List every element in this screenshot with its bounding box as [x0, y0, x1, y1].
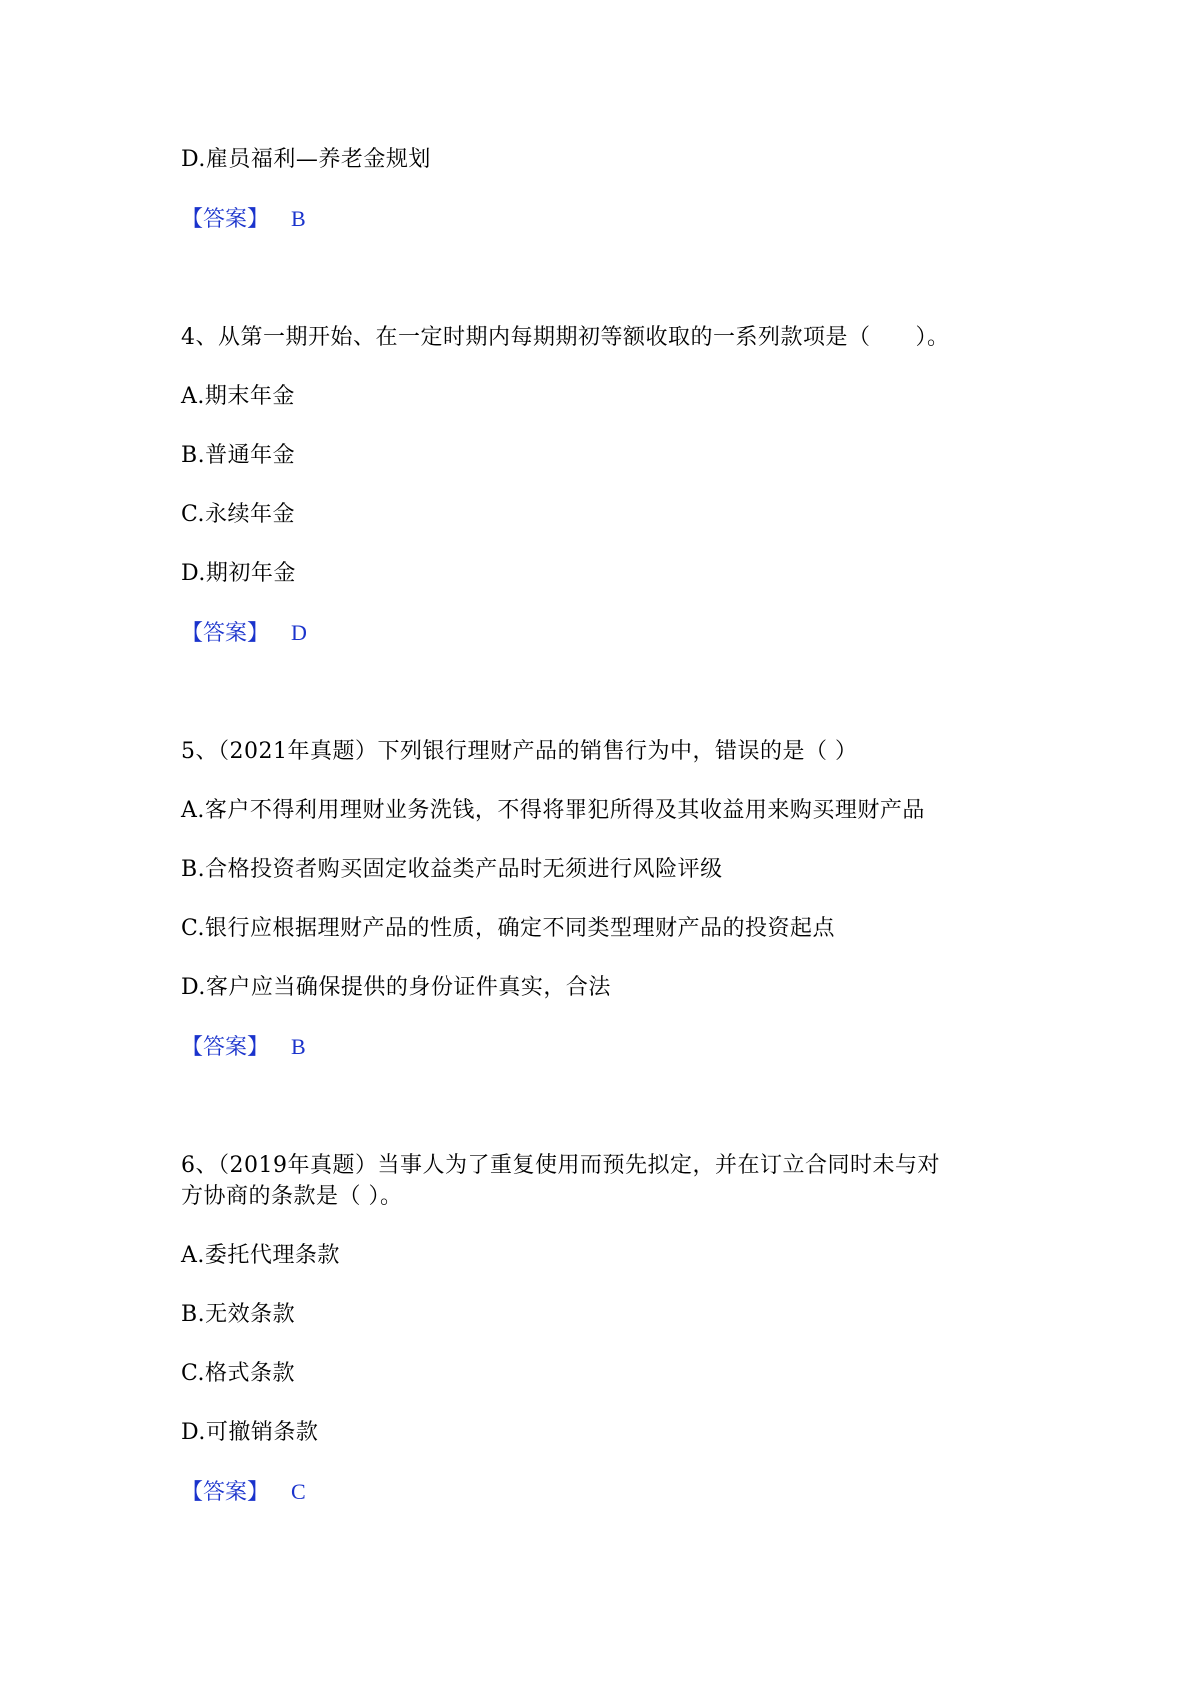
answer-value: B	[291, 206, 306, 231]
q6-option-a: A.委托代理条款	[181, 1243, 340, 1268]
q5-option-c: C.银行应根据理财产品的性质，确定不同类型理财产品的投资起点	[181, 916, 836, 941]
q4-option-d: D.期初年金	[181, 561, 296, 586]
q6-option-b: B.无效条款	[181, 1302, 296, 1327]
answer-value: D	[291, 620, 307, 645]
answer-label: 【答案】	[181, 621, 270, 646]
q6-stem-line1: 6、（2019年真题）当事人为了重复使用而预先拟定，并在订立合同时未与对	[181, 1153, 940, 1178]
q3-option-d: D.雇员福利—养老金规划	[181, 147, 431, 172]
q4-option-a: A.期末年金	[181, 384, 295, 409]
answer-label: 【答案】	[181, 207, 270, 232]
q5-stem: 5、（2021年真题）下列银行理财产品的销售行为中，错误的是（ ）	[181, 739, 858, 764]
answer-label: 【答案】	[181, 1480, 270, 1505]
q6-answer	[181, 1476, 306, 1509]
q4-option-c: C.永续年金	[181, 502, 296, 527]
q6-option-d: D.可撤销条款	[181, 1420, 319, 1445]
q3-answer	[181, 203, 306, 236]
answer-value: B	[291, 1034, 306, 1059]
q4-answer	[181, 617, 307, 650]
q6-option-c: C.格式条款	[181, 1361, 296, 1386]
answer-value: C	[291, 1479, 306, 1504]
q5-option-a: A.客户不得利用理财业务洗钱，不得将罪犯所得及其收益用来购买理财产品	[181, 798, 925, 823]
q4-option-b: B.普通年金	[181, 443, 296, 468]
q5-answer	[181, 1031, 306, 1064]
answer-label: 【答案】	[181, 1035, 270, 1060]
q4-stem: 4、从第一期开始、在一定时期内每期期初等额收取的一系列款项是（ ）。	[181, 325, 950, 350]
q5-option-d: D.客户应当确保提供的身份证件真实，合法	[181, 975, 611, 1000]
q5-option-b: B.合格投资者购买固定收益类产品时无须进行风险评级	[181, 857, 723, 882]
q6-stem-line2: 方协商的条款是（ ）。	[181, 1184, 403, 1209]
